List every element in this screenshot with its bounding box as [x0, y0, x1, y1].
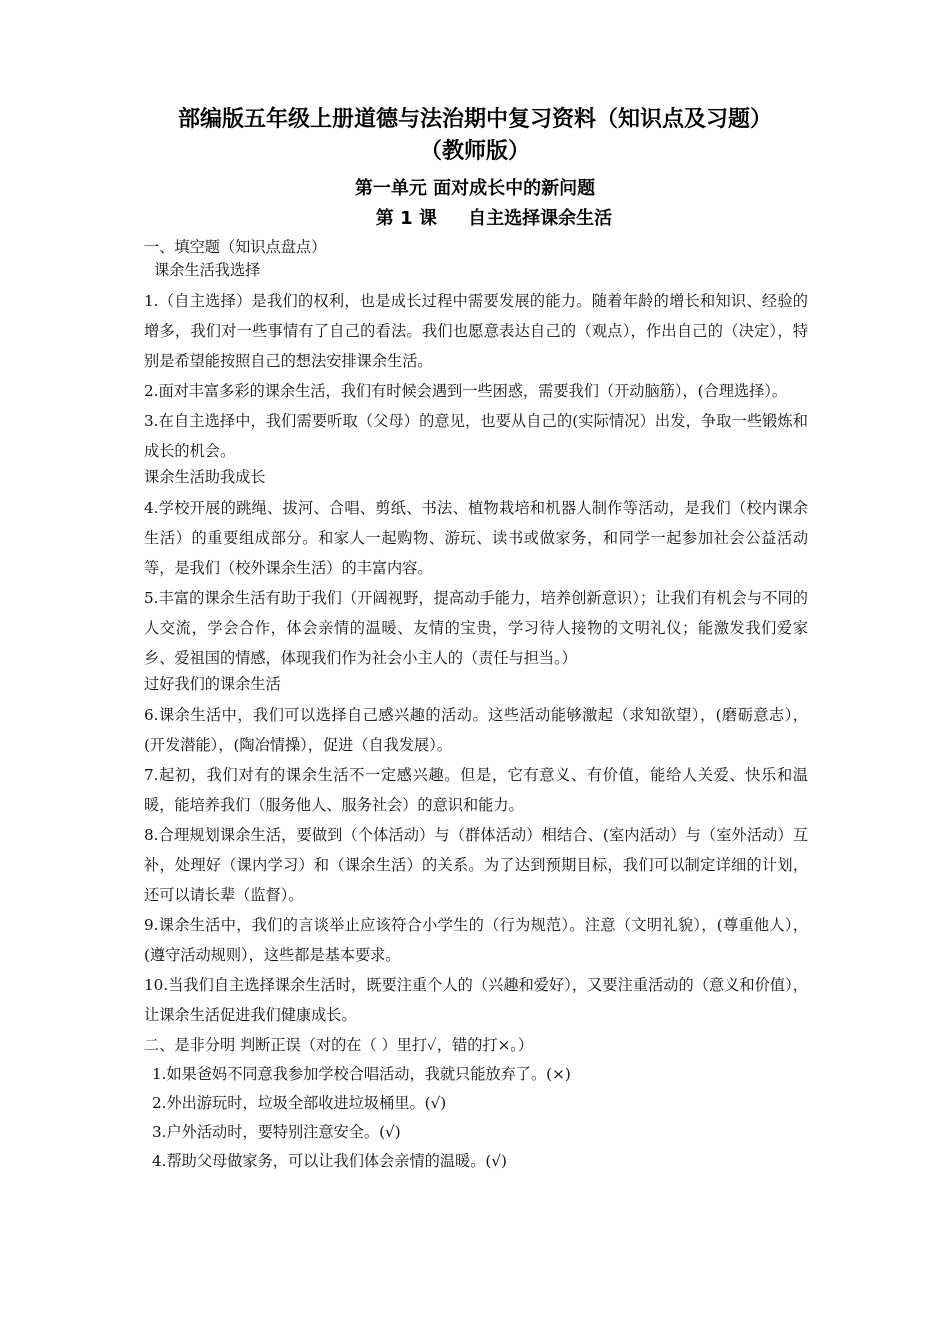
subheading-choose: 课余生活我选择 — [154, 261, 261, 279]
section-heading-fill-in: 一、填空题（知识点盘点） — [144, 238, 327, 256]
document-title-line2: （教师版） — [419, 139, 530, 164]
paragraph-6: 6.课余生活中，我们可以选择自己感兴趣的活动。这些活动能够激起（求知欲望），(磨砺意志），(开发潜能），(陶冶情操），促进（自我发展）。 — [144, 706, 808, 754]
judgment-item: 2.外出游玩时，垃圾全部收进垃圾桶里。(√) — [152, 1094, 447, 1112]
subheading-live-well: 过好我们的课余生活 — [144, 675, 281, 693]
document-body — [144, 236, 808, 1176]
paragraph-2: 2.面对丰富多彩的课余生活，我们有时候会遇到一些困惑，需要我们（开动脑筋），(合理选择）。 — [144, 382, 788, 400]
paragraph-3: 3.在自主选择中，我们需要听取（父母）的意见，也要从自己的(实际情况）出发，争取一些锻炼和成长的机会。 — [144, 412, 808, 460]
judgment-item: 3.户外活动时，要特别注意安全。(√) — [152, 1123, 401, 1141]
paragraph-10: 10.当我们自主选择课余生活时，既要注重个人的（兴趣和爱好），又要注重活动的（意义和价值），让课余生活促进我们健康成长。 — [144, 976, 808, 1024]
paragraph-4: 4.学校开展的跳绳、拔河、合唱、剪纸、书法、植物栽培和机器人制作等活动，是我们（校内课余生活）的重要组成部分。和家人一起购物、游玩、读书或做家务，和同学一起参加社会公益活动等，是我们（校外课余生活）的丰富内容。 — [144, 499, 808, 577]
judgment-item: 4.帮助父母做家务，可以让我们体会亲情的温暖。(√) — [152, 1152, 507, 1170]
subheading-grow: 课余生活助我成长 — [144, 468, 266, 486]
paragraph-7: 7.起初，我们对有的课余生活不一定感兴趣。但是，它有意义、有价值，能给人关爱、快乐和温暖，能培养我们（服务他人、服务社会）的意识和能力。 — [144, 766, 808, 814]
paragraph-5: 5.丰富的课余生活有助于我们（开阔视野，提高动手能力，培养创新意识）；让我们有机会与不同的人交流，学会合作，体会亲情的温暖、友情的宝贵，学习待人接物的文明礼仪；能激发我们爱家乡、爱祖国的情感，体现我们作为社会小主人的（责任与担当。） — [144, 589, 808, 667]
document-title-line1: 部编版五年级上册道德与法治期中复习资料（知识点及习题） — [177, 107, 772, 132]
judgment-item: 1.如果爸妈不同意我参加学校合唱活动，我就只能放弃了。(×) — [152, 1065, 571, 1083]
section-heading-true-false: 二、是非分明 判断正误（对的在（ ）里打✓，错的打×。） — [144, 1036, 534, 1054]
paragraph-9: 9.课余生活中，我们的言谈举止应该符合小学生的（行为规范）。注意（文明礼貌），(尊重他人），(遵守活动规则），这些都是基本要求。 — [144, 916, 808, 964]
lesson-title: 第 1 课 自主选择课余生活 — [375, 208, 613, 229]
paragraph-8: 8.合理规划课余生活，要做到（个体活动）与（群体活动）相结合、(室内活动）与（室外活动）互补，处理好（课内学习）和（课余生活）的关系。为了达到预期目标，我们可以制定详细的计划，还可以请长辈（监督）。 — [144, 826, 808, 904]
paragraph-1: 1.（自主选择）是我们的权利，也是成长过程中需要发展的能力。随着年龄的增长和知识、经验的增多，我们对一些事情有了自己的看法。我们也愿意表达自己的（观点），作出自己的（决定），特别是希望能按照自己的想法安排课余生活。 — [144, 292, 808, 370]
unit-title: 第一单元 面对成长中的新问题 — [354, 178, 596, 199]
